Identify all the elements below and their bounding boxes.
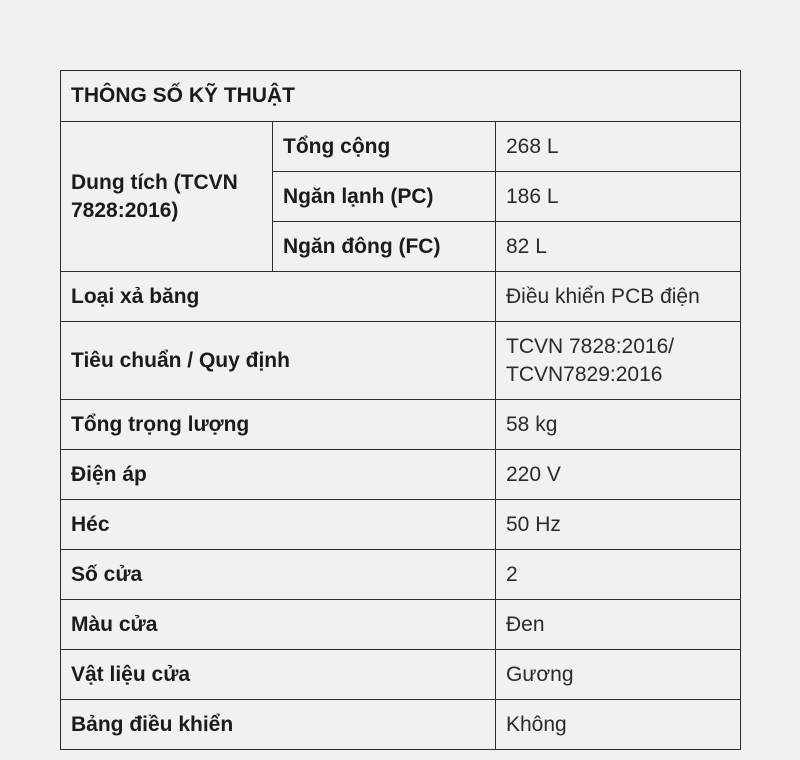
row-value: 186 L [496, 172, 741, 222]
table-row [61, 650, 741, 700]
row-value: 220 V [496, 450, 741, 500]
row-label: Màu cửa [61, 600, 496, 650]
row-label: Tổng trọng lượng [61, 400, 496, 450]
row-label: Loại xả băng [61, 272, 496, 322]
row-label: Bảng điều khiển [61, 700, 496, 750]
row-value: 2 [496, 550, 741, 600]
table-row [61, 550, 741, 600]
table-title: THÔNG SỐ KỸ THUẬT [61, 71, 741, 122]
row-label: Tổng cộng [273, 122, 496, 172]
row-value: 82 L [496, 222, 741, 272]
row-value: Điều khiển PCB điện [496, 272, 741, 322]
row-label: Vật liệu cửa [61, 650, 496, 700]
table-row [61, 400, 741, 450]
table-row [61, 122, 741, 172]
table-row [61, 450, 741, 500]
table-header-row [61, 71, 741, 122]
row-value: 268 L [496, 122, 741, 172]
table-row [61, 272, 741, 322]
table-row [61, 500, 741, 550]
table-row [61, 700, 741, 750]
table-row [61, 322, 741, 400]
row-label: Ngăn lạnh (PC) [273, 172, 496, 222]
row-value: Đen [496, 600, 741, 650]
row-label: Héc [61, 500, 496, 550]
row-value: Không [496, 700, 741, 750]
row-label: Tiêu chuẩn / Quy định [61, 322, 496, 400]
capacity-label: Dung tích (TCVN 7828:2016) [61, 122, 273, 272]
row-label: Điện áp [61, 450, 496, 500]
row-value: 58 kg [496, 400, 741, 450]
row-label: Ngăn đông (FC) [273, 222, 496, 272]
spec-table [60, 70, 741, 750]
table-row [61, 600, 741, 650]
row-value: TCVN 7828:2016/ TCVN7829:2016 [496, 322, 741, 400]
row-value: 50 Hz [496, 500, 741, 550]
row-label: Số cửa [61, 550, 496, 600]
row-value: Gương [496, 650, 741, 700]
